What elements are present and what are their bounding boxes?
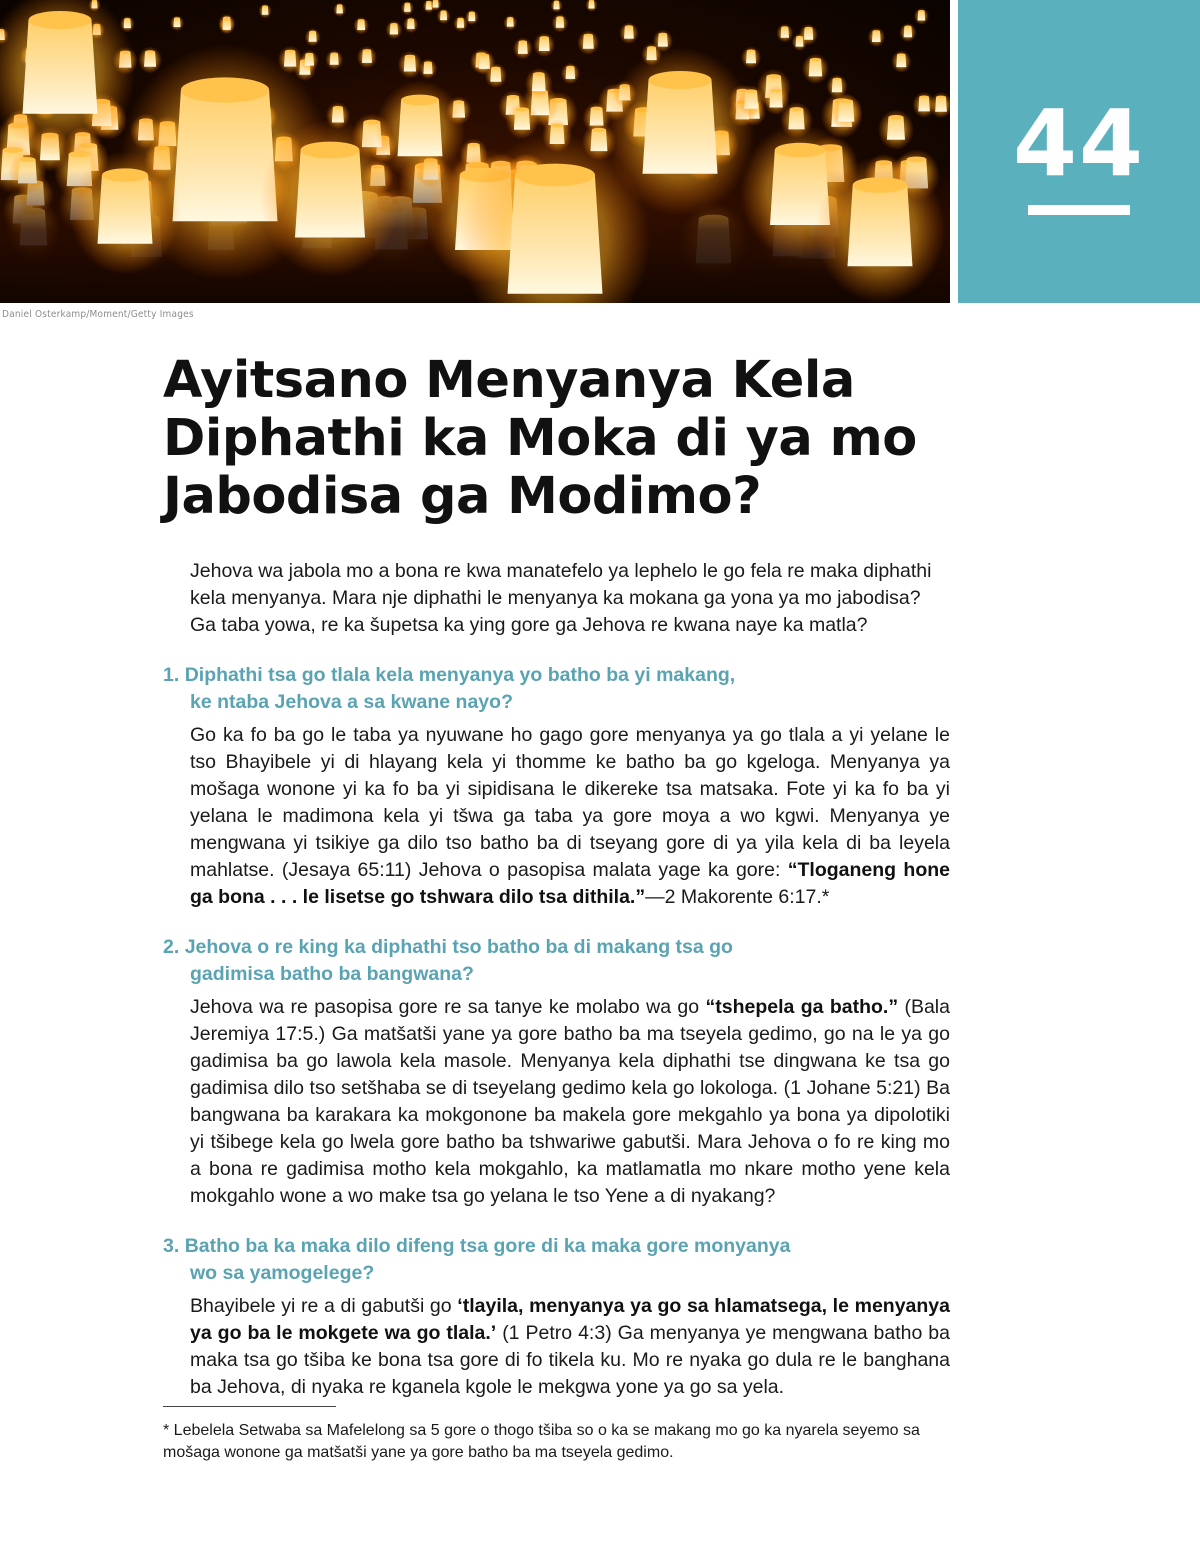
footnote: * Lebelela Setwaba sa Mafelelong sa 5 gore o thogo tšiba so o ka se makang mo go ka nyarela seyemo sa mošaga wonone ga matšatši yane ya gore batho ba ma tseyela gedimo. [163, 1422, 920, 1461]
lantern [170, 15, 184, 31]
lantern [386, 20, 403, 39]
lantern [138, 46, 162, 73]
lantern [552, 14, 569, 33]
lantern [325, 50, 343, 70]
lantern [577, 30, 599, 55]
lantern [513, 37, 533, 59]
lantern [465, 9, 479, 25]
section-paragraph [190, 1293, 950, 1401]
question-line-2: gadimisa batho ba bangwana? [190, 963, 474, 985]
lantern [398, 51, 423, 79]
lantern [403, 16, 418, 33]
section-2 [163, 934, 950, 1210]
bold-quote: ‘tlayila, menyanya ya go sa hlamatsega, le menyanya ya go ba le mokgete wa go tlala.’ [190, 1295, 950, 1344]
lesson-body [163, 558, 950, 1401]
question-line-1 [163, 934, 950, 961]
paragraph-text: Go ka fo ba go le taba ya nyuwane ho gago gore menyanya ya go tlala a yi yelane le tso Bhayibele yi di hlayang kela yi thomme ke batho ba go kgeloga. Menyanya ya mošaga wonone yi ka fo ba yi sipidisana le dikereke tsa matsaka. Fote yi ka fo ba yi yelana le madimona kela yi tšwa ga taba ya gore moya a wo kgwi. Menyanya ye mengwana yi tsikiye ga dilo tso batho ba di tseyang gore di ya yila kela di ba leyela mahlatse. (Jesaya 65:11) Jehova o pasopisa malata yage ka gore: [190, 724, 950, 881]
question-text: Jehova o re king ka diphathi tso batho ba di makang tsa go [184, 936, 733, 958]
section-3 [163, 1233, 950, 1401]
lantern [503, 15, 517, 31]
paragraph-text-end: —2 Makorente 6:17.* [645, 886, 830, 908]
bold-quote: “Tloganeng hone ga bona . . . le lisetse go tshwara dilo tsa dithila.” [190, 859, 950, 908]
lantern [914, 8, 929, 25]
question-number: 3. [163, 1235, 180, 1257]
lantern [300, 50, 319, 71]
lesson-title [163, 352, 963, 526]
lesson-title-line-2: Diphathi ka Moka di ya mo [163, 409, 917, 468]
lantern [485, 63, 507, 88]
lantern [913, 92, 936, 118]
lesson-number: 44 [1012, 90, 1146, 197]
question-line-2: ke ntaba Jehova a sa kwane nayo? [190, 691, 513, 713]
lantern-illustration [0, 0, 950, 303]
photo-credit: Daniel Osterkamp/Moment/Getty Images [2, 309, 194, 320]
lantern [792, 33, 808, 51]
lantern [561, 63, 580, 84]
section-paragraph [190, 722, 950, 911]
question-number: 2. [163, 936, 180, 958]
lantern [70, 151, 180, 275]
lantern [437, 8, 451, 24]
lantern [419, 58, 437, 79]
paragraph-text: Bhayibele yi re a di gabutši go [190, 1295, 458, 1317]
question-line-1 [163, 662, 950, 689]
paragraph-text-end: (Bala Jeremiya 17:5.) Ga matšatši yane ya gore batho ba ma tseyela gedimo, go na le ya go gadimisa ba go lawola kela masole. Menyanya kela diphathi tse dingwana ke tsa go gadimisa dilo tso setšhaba se di tseyelang gedimo kela go lokologa. (1 Johane 5:21) Ba bangwana ba karakara ka mokgonone ba makela gore mekgahlo ya bona ya dipolotiki yi tšibege kela go lwela gore batho ba tshwariwe gabutši. Mara Jehova o fo re king mo a bona re gadimisa motho kela mokgahlo, ka matlamatla mo nkare motho yene kela mokgahlo wone a wo make tsa go yelana le tso Yene a di nyakang? [190, 996, 950, 1207]
lantern [891, 50, 911, 73]
question-line-1 [163, 1233, 950, 1260]
lantern [525, 68, 553, 99]
paragraph-text: Jehova wa re pasopisa gore re sa tanye ke molabo wa go [190, 996, 706, 1018]
lantern [605, 47, 755, 216]
lesson-number-underline [1028, 205, 1130, 215]
paragraph-text-end: (1 Petro 4:3) Ga menyanya ye mengwana batho ba maka tsa go tšiba ke bona tsa gore di fo tikela ku. Mo re nyaka go dula re le banghana ba Jehova, di nyaka re kganela kgole le mekgwa yone ya go sa yela. [190, 1322, 950, 1398]
lantern [401, 1, 414, 16]
lesson-title-line-3: Jabodisa ga Modimo? [163, 467, 762, 526]
lantern [506, 102, 539, 139]
lantern [763, 85, 790, 115]
lantern [219, 16, 235, 34]
section-question [163, 1233, 950, 1287]
lantern [333, 2, 346, 16]
question-text: Diphathi tsa go tlala kela menyanya yo batho ba yi makang, [184, 664, 736, 686]
lantern [305, 28, 321, 46]
lantern [868, 27, 885, 47]
lesson-title-line-1: Ayitsano Menyanya Kela [163, 351, 855, 410]
lantern [258, 3, 271, 18]
lantern [375, 80, 465, 181]
lantern [357, 46, 377, 69]
lantern [815, 157, 945, 303]
lantern [776, 24, 793, 43]
lantern [802, 54, 829, 84]
lantern [353, 17, 369, 35]
lantern [550, 0, 562, 13]
lantern [830, 94, 863, 131]
lantern [533, 33, 555, 57]
lantern [619, 22, 638, 44]
hero-photo-sky-lanterns [0, 0, 950, 303]
section-question [163, 934, 950, 988]
question-number: 1. [163, 664, 180, 686]
bold-quote: “tshepela ga batho.” [705, 996, 899, 1018]
footnote-divider [163, 1406, 336, 1407]
section-paragraph [190, 994, 950, 1210]
lantern [741, 46, 761, 69]
section-1 [163, 662, 950, 911]
lesson-number-panel [958, 0, 1200, 303]
lantern [585, 0, 597, 12]
section-question [163, 662, 950, 716]
question-line-2: wo sa yamogelege? [190, 1262, 375, 1284]
lantern [899, 23, 916, 42]
question-text: Batho ba ka maka dilo difeng tsa gore di ka maka gore monyanya [184, 1235, 791, 1257]
lantern [878, 109, 914, 150]
intro-paragraph: Jehova wa jabola mo a bona re kwa manatefelo ya lephelo le go fela re maka diphathi kela menyanya. Mara nje diphathi le menyanya ka mokana ga yona ya mo jabodisa? Ga taba yowa, re ka šupetsa ka ying gore ga Jehova re kwana naye ka matla? [190, 560, 932, 636]
